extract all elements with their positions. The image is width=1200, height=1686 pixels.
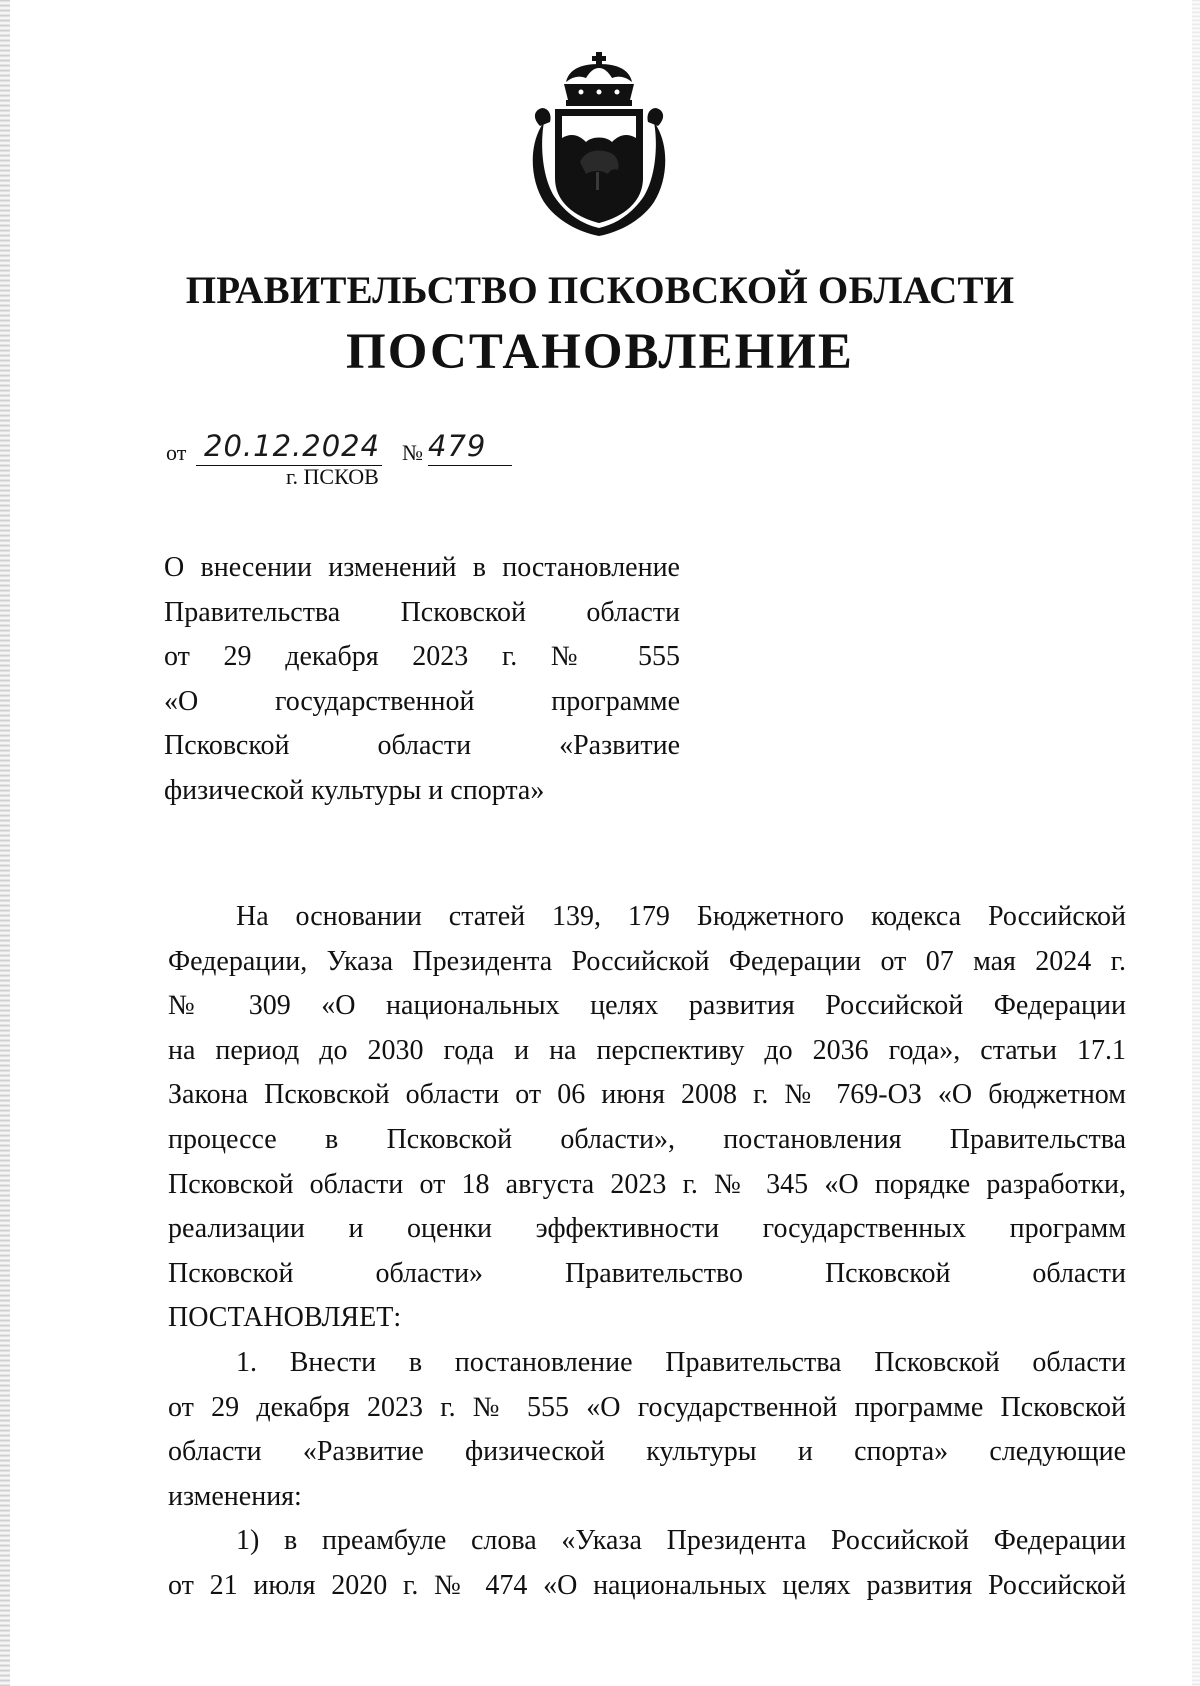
scan-edge-left <box>0 0 10 1686</box>
body-line: изменения: <box>168 1480 302 1512</box>
body-line: Закона Псковской области от 06 июня 2008 г. № 769-ОЗ «О бюджетном <box>168 1079 1126 1111</box>
subject-line: физической культуры и спорта» <box>164 774 545 806</box>
body-line: Федерации, Указа Президента Российской Федерации от 07 мая 2024 г. <box>168 945 1126 977</box>
body-line: № 309 «О национальных целях развития Российской Федерации <box>168 990 1126 1022</box>
handwritten-number: 479 <box>428 429 487 463</box>
body-line: на период до 2030 года и на перспективу до 2036 года», статьи 17.1 <box>168 1034 1126 1066</box>
number-underline <box>428 465 512 466</box>
scan-edge-right <box>1192 0 1200 1686</box>
subject-line: Правительства Псковской области <box>164 596 680 628</box>
subject-line: Псковской области «Развитие <box>164 730 680 762</box>
body-line: Псковской области от 18 августа 2023 г. № 345 «О порядке разработки, <box>168 1168 1126 1200</box>
body-line: от 21 июля 2020 г. № 474 «О национальных целях развития Российской <box>168 1569 1126 1601</box>
subject-line: «О государственной программе <box>164 685 680 717</box>
handwritten-date: 20.12.2024 <box>204 429 381 463</box>
body-line: Псковской области» Правительство Псковской области <box>168 1257 1126 1289</box>
body-line: от 29 декабря 2023 г. № 555 «О государственной программе Псковской <box>168 1391 1126 1423</box>
date-prefix: от <box>166 440 187 465</box>
body-line: области «Развитие физической культуры и спорта» следующие <box>168 1436 1126 1468</box>
body-line: реализации и оценки эффективности государственных программ <box>168 1213 1126 1245</box>
document-type-title: ПОСТАНОВЛЕНИЕ <box>346 324 854 380</box>
body-line: 1) в преамбуле слова «Указа Президента Российской Федерации <box>236 1525 1126 1557</box>
body-line: На основании статей 139, 179 Бюджетного кодекса Российской <box>236 901 1126 932</box>
document-body <box>168 895 1126 1609</box>
subject-line: О внесении изменений в постановление <box>164 552 680 583</box>
document-subject <box>164 546 680 814</box>
body-line: процессе в Псковской области», постановления Правительства <box>168 1123 1126 1155</box>
city-label: г. ПСКОВ <box>286 464 379 489</box>
body-line: ПОСТАНОВЛЯЕТ: <box>168 1302 402 1334</box>
body-line: 1. Внести в постановление Правительства Псковской области <box>236 1346 1126 1378</box>
number-prefix: № <box>402 440 423 465</box>
subject-line: от 29 декабря 2023 г. № 555 <box>164 641 680 673</box>
organization-title: ПРАВИТЕЛЬСТВО ПСКОВСКОЙ ОБЛАСТИ <box>185 269 1015 312</box>
pskov-oblast-coat-of-arms-icon <box>526 52 672 240</box>
